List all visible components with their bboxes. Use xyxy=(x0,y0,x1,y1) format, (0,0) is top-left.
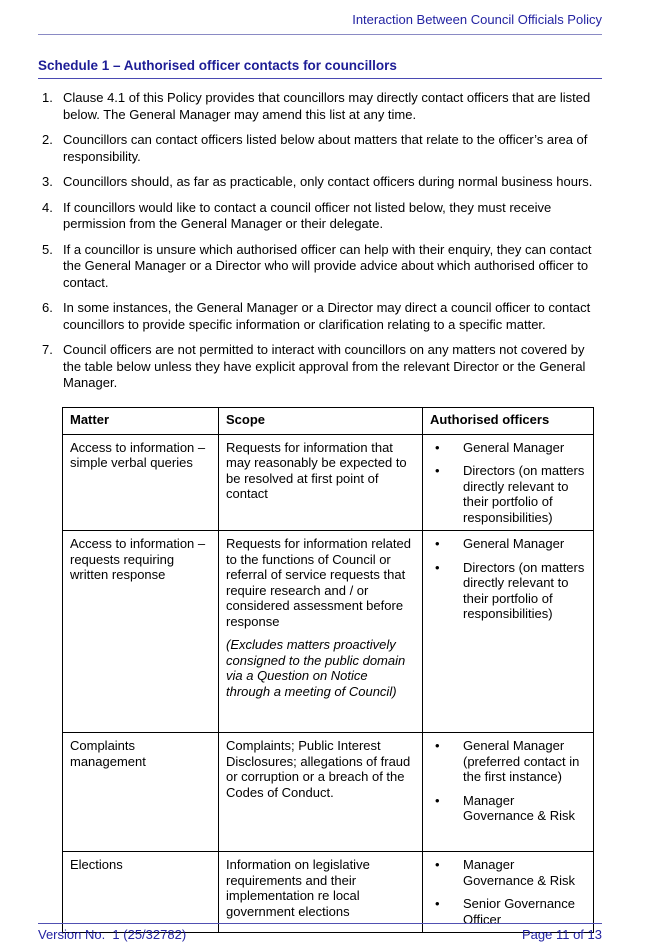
page-footer xyxy=(38,923,602,942)
page-number: Page 11 of 13 xyxy=(522,927,602,942)
officer-name: General Manager (preferred contact in the first instance) xyxy=(463,738,580,784)
matter-cell: Complaints management xyxy=(63,733,219,852)
scope-text: Complaints; Public Interest Disclosures; allegations of fraud or corruption or a breach of the Codes of Conduct. xyxy=(226,738,411,800)
table-row xyxy=(63,733,594,852)
officer-item xyxy=(430,536,586,552)
list-item-number: 2. xyxy=(42,132,53,147)
bullet-marker: • xyxy=(435,792,440,808)
list-item-text: Clause 4.1 of this Policy provides that councillors may directly contact officers that are listed below. The General Manager may amend this list at any time. xyxy=(63,90,591,122)
officer-name: Directors (on matters directly relevant to their portfolio of responsibilities) xyxy=(463,463,585,525)
officer-name: Manager Governance & Risk xyxy=(463,857,575,888)
list-item-number: 5. xyxy=(42,241,53,257)
numbered-list xyxy=(38,90,602,392)
scope-text: Requests for information related to the functions of Council or referral of service requests that require research and / or considered assessment before response xyxy=(226,536,411,629)
bullet-marker: • xyxy=(435,463,440,478)
officer-name: Directors (on matters directly relevant to their portfolio of responsibilities) xyxy=(463,559,585,621)
list-item xyxy=(38,200,602,233)
scope-cell xyxy=(219,733,423,852)
officer-name: General Manager xyxy=(463,536,565,551)
officer-item xyxy=(430,440,586,456)
list-item-text: In some instances, the General Manager or a Director may direct a council officer to contact councillors to provide specific information or clarification relating to a specific matter. xyxy=(63,300,591,332)
list-item-text: Councillors can contact officers listed below about matters that relate to the officer’s area of responsibility. xyxy=(63,132,588,164)
bullet-marker: • xyxy=(435,896,440,911)
list-item-number: 3. xyxy=(42,174,53,189)
officers-cell xyxy=(423,434,594,531)
table-row xyxy=(63,531,594,733)
list-item-number: 4. xyxy=(42,199,53,215)
table-row xyxy=(63,434,594,531)
list-item xyxy=(38,174,602,191)
scope-cell xyxy=(219,531,423,733)
bullet-marker: • xyxy=(435,857,440,872)
officer-name: General Manager xyxy=(463,439,565,455)
officer-name: Senior Governance Officer xyxy=(463,896,576,927)
officer-item xyxy=(430,463,586,525)
document-title: Interaction Between Council Officials Policy xyxy=(352,12,602,27)
matter-cell: Access to information – simple verbal queries xyxy=(63,434,219,531)
scope-cell xyxy=(219,852,423,933)
scope-cell xyxy=(219,434,423,531)
table-header-row xyxy=(63,407,594,434)
section-heading: Schedule 1 – Authorised officer contacts for councillors xyxy=(38,58,602,79)
officers-cell xyxy=(423,531,594,733)
bullet-marker: • xyxy=(435,439,440,455)
list-item xyxy=(38,90,602,123)
officer-name: Manager Governance & Risk xyxy=(463,792,575,823)
page-header xyxy=(38,12,602,35)
version-number: Version No. 1 (25/32782) xyxy=(38,927,187,942)
list-item-text: Councillors should, as far as practicable, only contact officers during normal business hours. xyxy=(63,174,593,189)
list-item xyxy=(38,132,602,165)
column-header-authorised-officers: Authorised officers xyxy=(423,407,594,434)
scope-text: Requests for information that may reasonably be expected to be resolved at first point of contact xyxy=(226,439,407,501)
list-item-number: 6. xyxy=(42,300,53,315)
officer-item xyxy=(430,793,586,824)
officers-cell xyxy=(423,733,594,852)
column-header-matter: Matter xyxy=(63,407,219,434)
officers-cell xyxy=(423,852,594,933)
matter-cell: Elections xyxy=(63,852,219,933)
officer-item xyxy=(430,857,586,888)
officer-item xyxy=(430,560,586,622)
scope-note: (Excludes matters proactively consigned to the public domain via a Question on Notice through a meeting of Council) xyxy=(226,637,406,699)
scope-text: Information on legislative requirements and their implementation re local government elections xyxy=(226,857,370,919)
bullet-marker: • xyxy=(435,536,440,551)
matter-cell: Access to information – requests requiring written response xyxy=(63,531,219,733)
list-item-number: 1. xyxy=(42,90,53,105)
bullet-marker: • xyxy=(435,738,440,753)
table-row xyxy=(63,852,594,933)
list-item-text: If councillors would like to contact a council officer not listed below, they must receive permission from the General Manager or their delegate. xyxy=(63,199,552,231)
officer-item xyxy=(430,738,586,785)
list-item xyxy=(38,342,602,392)
list-item-text: If a councillor is unsure which authorised officer can help with their enquiry, they can contact the General Manager or a Director who will provide advice about which authorised officer to contact. xyxy=(63,241,592,290)
list-item xyxy=(38,300,602,333)
list-item xyxy=(38,242,602,292)
list-item-number: 7. xyxy=(42,342,53,357)
list-item-text: Council officers are not permitted to interact with councillors on any matters not covered by the table below unless they have explicit approval from the relevant Director or the General Manager. xyxy=(63,342,586,390)
authorised-officers-table xyxy=(62,407,594,934)
bullet-marker: • xyxy=(435,559,440,575)
column-header-scope: Scope xyxy=(219,407,423,434)
